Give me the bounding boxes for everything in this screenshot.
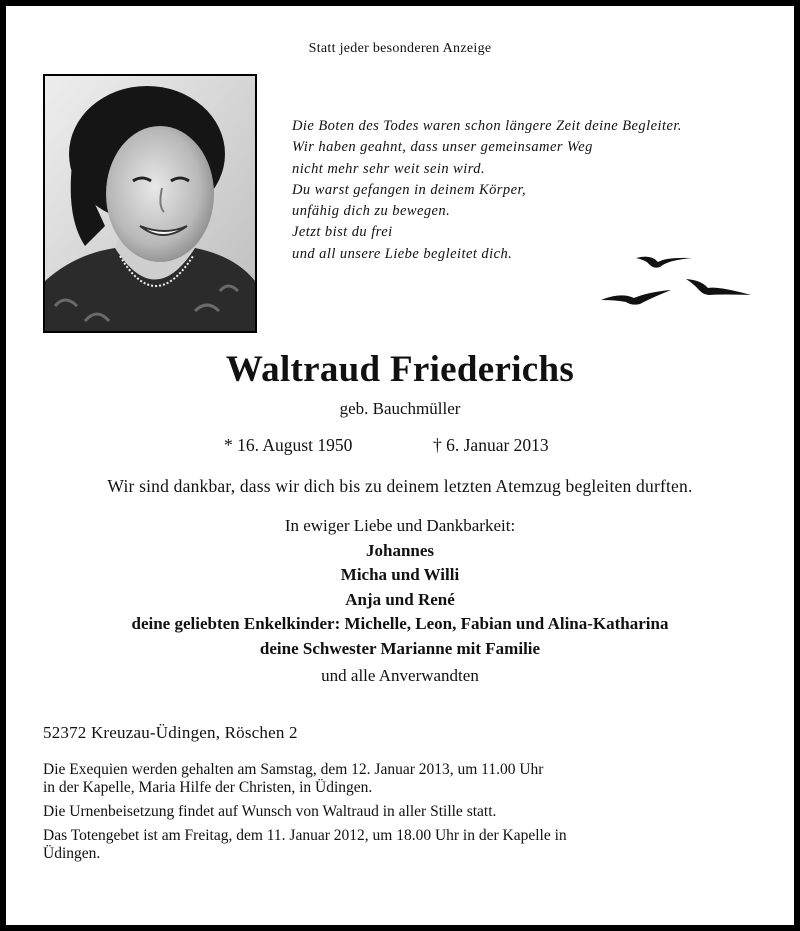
- mourners-closing: und alle Anverwandten: [321, 666, 479, 685]
- mourner-name: Anja und René: [345, 589, 455, 609]
- maiden-name: geb. Bauchmüller: [339, 399, 461, 418]
- poem-line: unfähig dich zu bewegen.: [292, 203, 451, 220]
- mourners-block: [6, 514, 794, 689]
- poem-line: Wir haben geahnt, dass unser gemeinsamer Weg: [292, 139, 593, 156]
- portrait-photo: [43, 74, 257, 333]
- notice-line: in der Kapelle, Maria Hilfe der Christen, in Üdingen.: [43, 779, 373, 796]
- poem-line: und all unsere Liebe begleitet dich.: [292, 245, 513, 262]
- notice-exequien: [43, 761, 567, 797]
- mourner-name: deine geliebten Enkelkinder: Michelle, Leon, Fabian und Alina-Katharina: [131, 614, 669, 633]
- notice-line: Üdingen.: [43, 845, 101, 862]
- birth-date: * 16. August 1950: [224, 435, 353, 455]
- mourner-name: Micha und Willi: [340, 565, 460, 584]
- notice-prayer: [43, 827, 567, 863]
- service-notices: [43, 761, 567, 869]
- notice-line: Die Urnenbeisetzung findet auf Wunsch von Waltraud in aller Stille statt.: [43, 803, 497, 820]
- mourner-name: deine Schwester Marianne mit Familie: [259, 638, 541, 658]
- poem-line: Die Boten des Todes waren schon längere Zeit deine Begleiter.: [292, 118, 682, 134]
- address: 52372 Kreuzau-Üdingen, Röschen 2: [43, 723, 298, 742]
- poem: [292, 116, 682, 265]
- notice-urn-burial: [43, 803, 567, 821]
- poem-line: Jetzt bist du frei: [292, 224, 393, 241]
- notice-line: Die Exequien werden gehalten am Samstag, dem 12. Januar 2013, um 11.00 Uhr: [43, 761, 544, 778]
- notice-line: Das Totengebet ist am Freitag, dem 11. Januar 2012, um 18.00 Uhr in der Kapelle in: [43, 827, 567, 844]
- poem-line: nicht mehr sehr weit sein wird.: [292, 160, 486, 177]
- obituary-card: [6, 6, 794, 925]
- gratitude-line: Wir sind dankbar, dass wir dich bis zu deinem letzten Atemzug begleiten durften.: [107, 476, 693, 496]
- mourner-name: Johannes: [365, 540, 435, 560]
- death-date: † 6. Januar 2013: [433, 435, 549, 455]
- header-note: Statt jeder besonderen Anzeige: [308, 41, 492, 56]
- poem-line: Du warst gefangen in deinem Körper,: [292, 181, 527, 198]
- deceased-name: Waltraud Friederichs: [225, 349, 575, 390]
- flying-birds-icon: [596, 248, 756, 318]
- mourners-intro: In ewiger Liebe und Dankbarkeit:: [284, 516, 516, 535]
- portrait-image: [45, 76, 255, 331]
